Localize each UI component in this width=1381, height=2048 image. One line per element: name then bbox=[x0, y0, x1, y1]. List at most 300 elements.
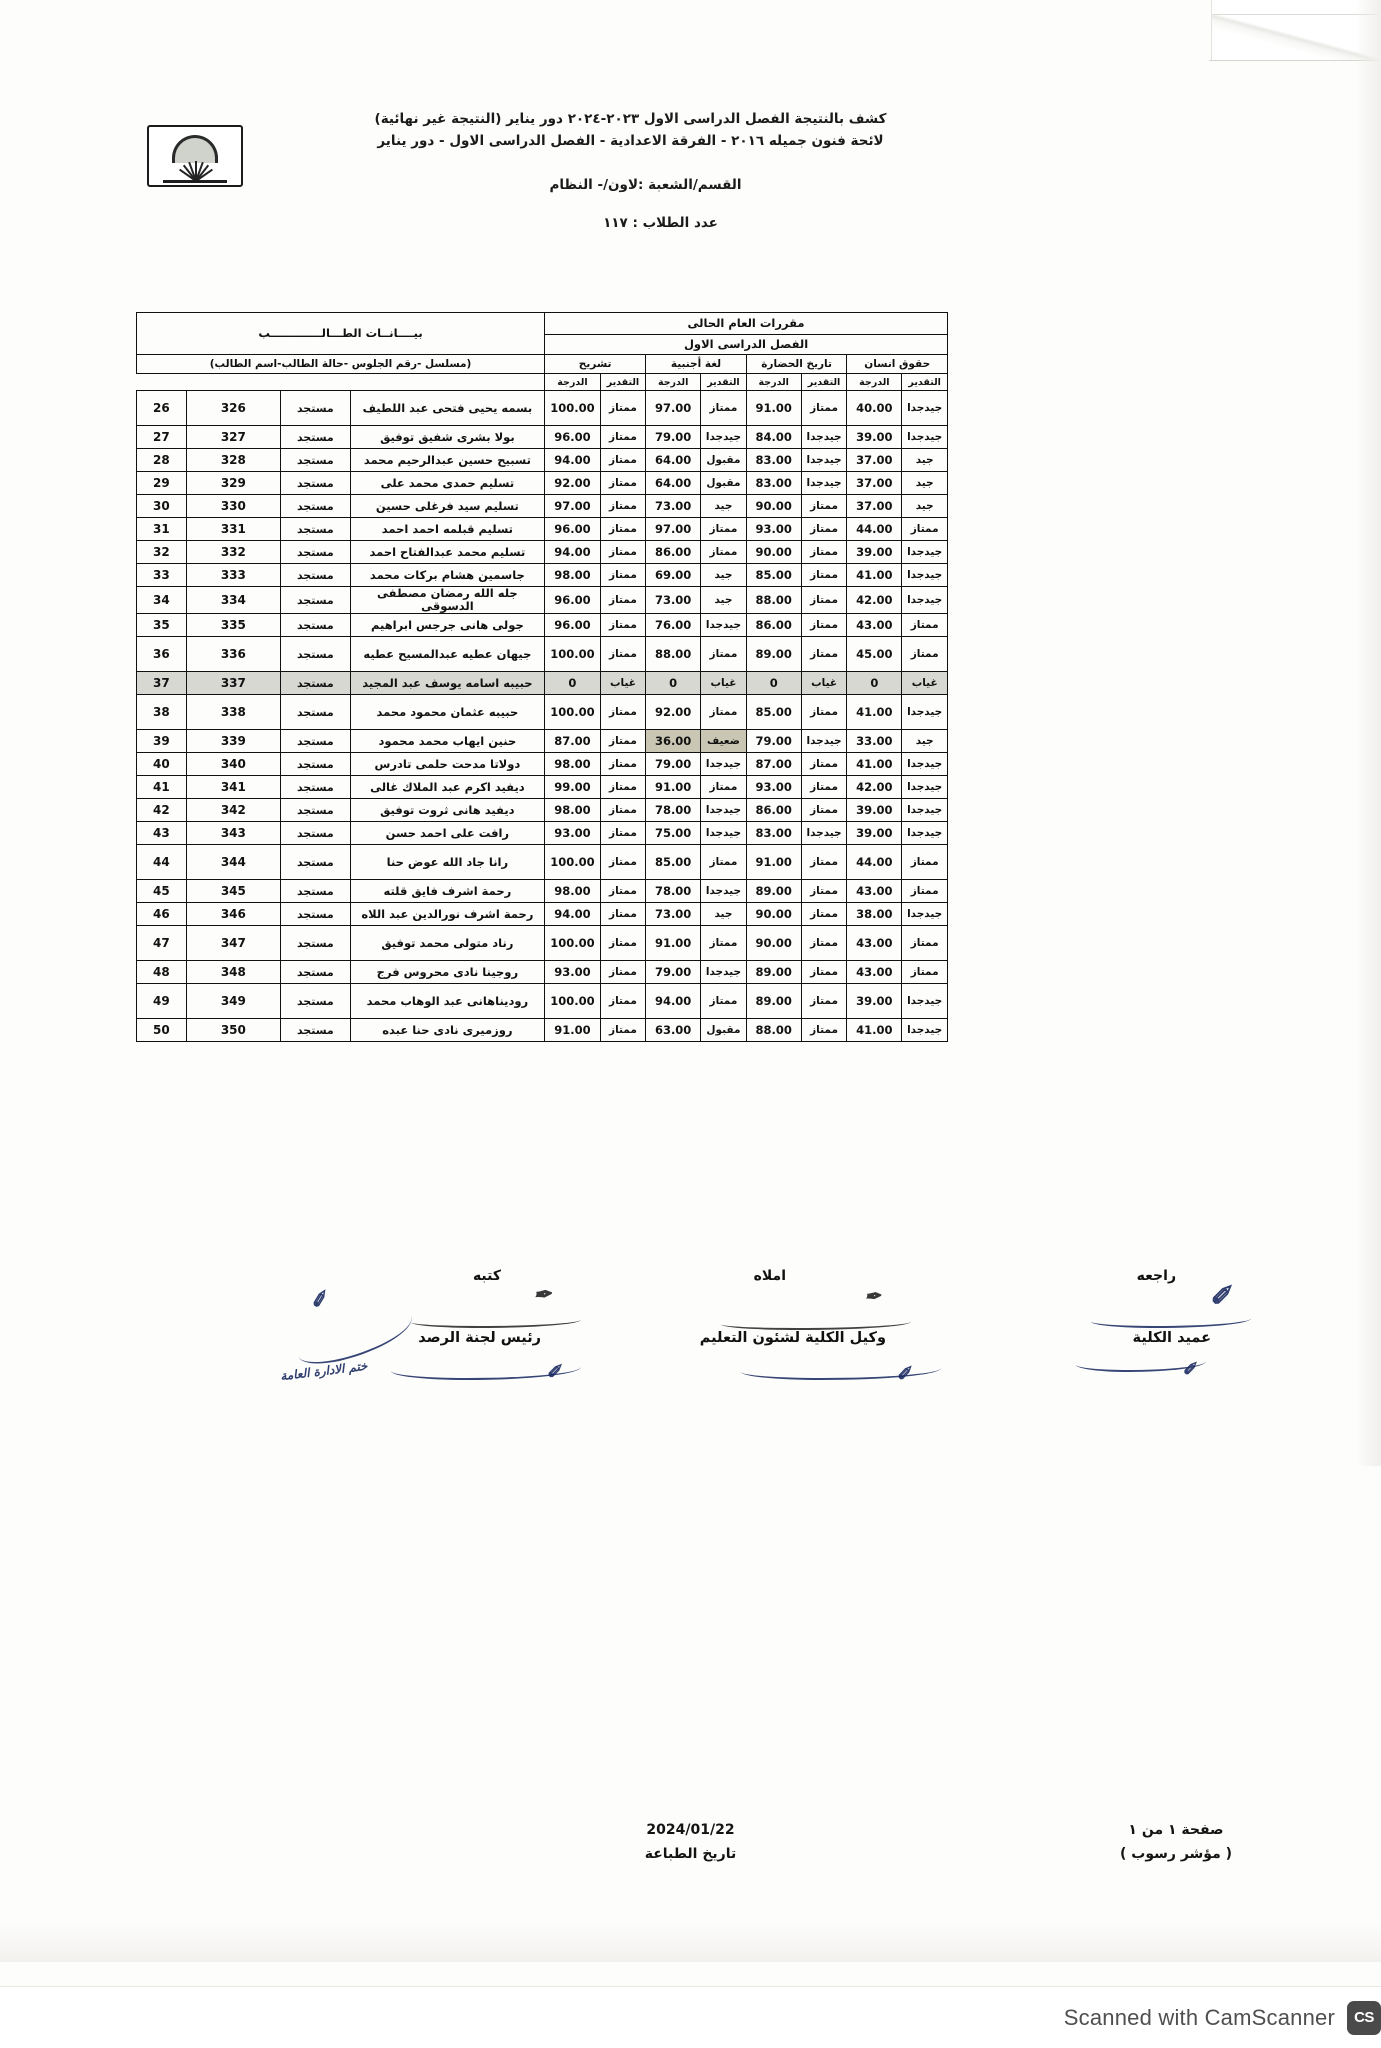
page-footer bbox=[0, 1818, 1381, 1898]
cell-estimate-language: جيدجدا bbox=[701, 426, 747, 449]
cell-student-name: تسليم سيد فرغلى حسين bbox=[350, 495, 544, 518]
cell-student-status: مستجد bbox=[281, 614, 351, 637]
cell-degree-anatomy: 91.00 bbox=[545, 1019, 601, 1042]
cell-degree-language: 97.00 bbox=[646, 391, 701, 426]
cell-student-name: تسليم قبلمه احمد احمد bbox=[350, 518, 544, 541]
cell-estimate-language: ممتاز bbox=[701, 926, 747, 961]
cell-degree-anatomy: 98.00 bbox=[545, 753, 601, 776]
signature-area bbox=[0, 1268, 1381, 1418]
cell-student-status: مستجد bbox=[281, 903, 351, 926]
cell-seat-number: 344 bbox=[186, 845, 280, 880]
fail-indicator-note: ( مؤشر رسوب ) bbox=[1120, 1846, 1233, 1862]
cell-seat-number: 332 bbox=[186, 541, 280, 564]
cell-estimate-human-rights: جيدجدا bbox=[902, 564, 948, 587]
cell-estimate-anatomy: ممتاز bbox=[600, 1019, 645, 1042]
cell-estimate-language: ممتاز bbox=[701, 391, 747, 426]
table-row[interactable] bbox=[137, 776, 948, 799]
cell-degree-anatomy: 96.00 bbox=[545, 614, 601, 637]
results-table bbox=[136, 312, 948, 1042]
table-row[interactable] bbox=[137, 587, 948, 614]
cell-degree-history: 83.00 bbox=[746, 822, 801, 845]
table-subheader-row bbox=[137, 374, 948, 391]
cell-degree-anatomy: 100.00 bbox=[545, 637, 601, 672]
table-row[interactable] bbox=[137, 541, 948, 564]
cell-degree-anatomy: 98.00 bbox=[545, 564, 601, 587]
cell-estimate-anatomy: ممتاز bbox=[600, 449, 645, 472]
cell-degree-human-rights: 41.00 bbox=[847, 564, 902, 587]
cell-student-status: مستجد bbox=[281, 518, 351, 541]
cell-degree-history: 85.00 bbox=[746, 695, 801, 730]
table-row[interactable] bbox=[137, 984, 948, 1019]
report-title-line-2: لائحة فنون جميله ٢٠١٦ - الفرقة الاعدادية - الفصل الدراسى الاول - دور يناير bbox=[377, 133, 884, 149]
cell-student-name: رحمة اشرف نورالدين عبد اللاه bbox=[350, 903, 544, 926]
cell-estimate-language: ممتاز bbox=[701, 984, 747, 1019]
cell-degree-history: 90.00 bbox=[746, 903, 801, 926]
cell-degree-history: 87.00 bbox=[746, 753, 801, 776]
cell-student-name: روديناهانى عبد الوهاب محمد bbox=[350, 984, 544, 1019]
table-row[interactable] bbox=[137, 495, 948, 518]
table-row[interactable] bbox=[137, 391, 948, 426]
cell-estimate-history: ممتاز bbox=[801, 541, 847, 564]
cell-serial-number: 45 bbox=[137, 880, 187, 903]
cell-seat-number: 347 bbox=[186, 926, 280, 961]
cell-degree-history: 0 bbox=[746, 672, 801, 695]
table-row[interactable] bbox=[137, 695, 948, 730]
cell-estimate-anatomy: ممتاز bbox=[600, 426, 645, 449]
signature-stroke-reviewer bbox=[1091, 1312, 1251, 1328]
cell-degree-human-rights: 39.00 bbox=[847, 799, 902, 822]
cell-degree-language: 76.00 bbox=[646, 614, 701, 637]
cell-serial-number: 42 bbox=[137, 799, 187, 822]
dean-role-label: عميد الكلية bbox=[1132, 1330, 1211, 1346]
cell-estimate-history: ممتاز bbox=[801, 776, 847, 799]
cell-seat-number: 345 bbox=[186, 880, 280, 903]
table-row[interactable] bbox=[137, 614, 948, 637]
cell-student-status: مستجد bbox=[281, 495, 351, 518]
cell-student-status: مستجد bbox=[281, 753, 351, 776]
cell-estimate-anatomy: ممتاز bbox=[600, 614, 645, 637]
signature-stroke-writer bbox=[411, 1314, 581, 1328]
results-table-head bbox=[137, 313, 948, 391]
table-row[interactable] bbox=[137, 845, 948, 880]
table-row[interactable] bbox=[137, 903, 948, 926]
cell-estimate-human-rights: ممتاز bbox=[902, 845, 948, 880]
cell-degree-anatomy: 98.00 bbox=[545, 880, 601, 903]
cell-estimate-history: ممتاز bbox=[801, 695, 847, 730]
cell-estimate-anatomy: ممتاز bbox=[600, 880, 645, 903]
subheader-name-spacer bbox=[350, 374, 544, 391]
cell-estimate-human-rights: ممتاز bbox=[902, 637, 948, 672]
cell-degree-human-rights: 45.00 bbox=[847, 637, 902, 672]
cell-estimate-human-rights: جيدجدا bbox=[902, 753, 948, 776]
cell-estimate-anatomy: ممتاز bbox=[600, 776, 645, 799]
cell-degree-anatomy: 0 bbox=[545, 672, 601, 695]
cell-degree-language: 97.00 bbox=[646, 518, 701, 541]
signature-ink-dean: ✐ bbox=[1180, 1359, 1198, 1381]
cell-degree-history: 83.00 bbox=[746, 472, 801, 495]
cell-degree-human-rights: 37.00 bbox=[847, 449, 902, 472]
cell-estimate-human-rights: جيدجدا bbox=[902, 695, 948, 730]
cell-estimate-language: جيدجدا bbox=[701, 799, 747, 822]
cell-student-name: روزميرى نادى حنا عبده bbox=[350, 1019, 544, 1042]
cell-degree-history: 89.00 bbox=[746, 961, 801, 984]
subheader-degree-human-rights: الدرجة bbox=[847, 374, 902, 391]
cell-seat-number: 342 bbox=[186, 799, 280, 822]
cell-estimate-anatomy: ممتاز bbox=[600, 637, 645, 672]
cell-degree-history: 88.00 bbox=[746, 587, 801, 614]
cell-estimate-anatomy: ممتاز bbox=[600, 903, 645, 926]
vice-dean-role-label: وكيل الكلية لشئون التعليم bbox=[699, 1330, 886, 1346]
cell-estimate-history: ممتاز bbox=[801, 926, 847, 961]
cell-student-name: جاسمين هشام بركات محمد bbox=[350, 564, 544, 587]
cell-serial-number: 34 bbox=[137, 587, 187, 614]
signature-ink-dictator: ✒ bbox=[863, 1283, 882, 1309]
cell-estimate-anatomy: ممتاز bbox=[600, 472, 645, 495]
cell-degree-history: 86.00 bbox=[746, 799, 801, 822]
cell-degree-human-rights: 41.00 bbox=[847, 753, 902, 776]
signature-ink-committee: ✐ bbox=[544, 1361, 563, 1384]
cell-degree-anatomy: 98.00 bbox=[545, 799, 601, 822]
subheader-seat-spacer bbox=[186, 374, 280, 391]
table-row[interactable] bbox=[137, 426, 948, 449]
cell-student-status: مستجد bbox=[281, 961, 351, 984]
subject-header-human-rights: حقوق انسان bbox=[847, 355, 948, 374]
cell-serial-number: 48 bbox=[137, 961, 187, 984]
cell-estimate-history: ممتاز bbox=[801, 1019, 847, 1042]
cell-estimate-anatomy: ممتاز bbox=[600, 564, 645, 587]
cell-student-name: ديفيد هانى ثروت توفيق bbox=[350, 799, 544, 822]
cell-estimate-history: ممتاز bbox=[801, 961, 847, 984]
cell-degree-anatomy: 94.00 bbox=[545, 541, 601, 564]
cell-degree-language: 64.00 bbox=[646, 472, 701, 495]
cell-estimate-language: غياب bbox=[701, 672, 747, 695]
cell-degree-history: 89.00 bbox=[746, 637, 801, 672]
reviewed-by-label: راجعه bbox=[1136, 1268, 1176, 1284]
camscanner-watermark-bar bbox=[0, 1986, 1381, 2048]
official-stamp-caption: ختم الادارة العامة bbox=[279, 1358, 369, 1384]
cell-degree-language: 91.00 bbox=[646, 776, 701, 799]
cell-student-name: تسبيح حسين عبدالرحيم محمد bbox=[350, 449, 544, 472]
cell-estimate-language: مقبول bbox=[701, 449, 747, 472]
subject-header-history: تاريخ الحضارة bbox=[746, 355, 847, 374]
cell-estimate-language: مقبول bbox=[701, 472, 747, 495]
cell-serial-number: 31 bbox=[137, 518, 187, 541]
print-date-value: 2024/01/22 bbox=[646, 1822, 735, 1838]
cell-degree-language: 88.00 bbox=[646, 637, 701, 672]
cell-seat-number: 338 bbox=[186, 695, 280, 730]
cell-estimate-human-rights: ممتاز bbox=[902, 926, 948, 961]
table-row[interactable] bbox=[137, 1019, 948, 1042]
cell-degree-language: 78.00 bbox=[646, 880, 701, 903]
cell-estimate-human-rights: جيدجدا bbox=[902, 822, 948, 845]
cell-student-name: رحمة اشرف فايق قلته bbox=[350, 880, 544, 903]
table-row[interactable] bbox=[137, 880, 948, 903]
cell-estimate-anatomy: ممتاز bbox=[600, 926, 645, 961]
cell-degree-human-rights: 0 bbox=[847, 672, 902, 695]
cell-estimate-history: ممتاز bbox=[801, 587, 847, 614]
cell-estimate-human-rights: جيدجدا bbox=[902, 587, 948, 614]
cell-seat-number: 326 bbox=[186, 391, 280, 426]
section-line: القسم/الشعبة :لاون/- النظام bbox=[549, 177, 742, 193]
cell-seat-number: 337 bbox=[186, 672, 280, 695]
cell-student-status: مستجد bbox=[281, 541, 351, 564]
cell-estimate-anatomy: ممتاز bbox=[600, 845, 645, 880]
table-row[interactable] bbox=[137, 518, 948, 541]
cell-degree-anatomy: 100.00 bbox=[545, 926, 601, 961]
cell-degree-human-rights: 33.00 bbox=[847, 730, 902, 753]
cell-degree-history: 91.00 bbox=[746, 845, 801, 880]
cell-seat-number: 330 bbox=[186, 495, 280, 518]
cell-estimate-history: ممتاز bbox=[801, 799, 847, 822]
left-group-title: مقررات العام الحالى bbox=[545, 313, 948, 335]
cell-estimate-anatomy: ممتاز bbox=[600, 541, 645, 564]
cell-student-status: مستجد bbox=[281, 637, 351, 672]
table-row[interactable] bbox=[137, 730, 948, 753]
cell-degree-human-rights: 43.00 bbox=[847, 926, 902, 961]
table-row[interactable] bbox=[137, 822, 948, 845]
cell-degree-human-rights: 37.00 bbox=[847, 472, 902, 495]
cell-student-status: مستجد bbox=[281, 391, 351, 426]
cell-degree-human-rights: 43.00 bbox=[847, 880, 902, 903]
cell-serial-number: 26 bbox=[137, 391, 187, 426]
table-row[interactable] bbox=[137, 672, 948, 695]
cell-serial-number: 41 bbox=[137, 776, 187, 799]
cell-degree-language: 79.00 bbox=[646, 961, 701, 984]
cell-estimate-language: ممتاز bbox=[701, 518, 747, 541]
cell-student-status: مستجد bbox=[281, 672, 351, 695]
cell-student-name: رافت على احمد حسن bbox=[350, 822, 544, 845]
cell-degree-anatomy: 96.00 bbox=[545, 587, 601, 614]
cell-degree-history: 86.00 bbox=[746, 614, 801, 637]
cell-degree-human-rights: 39.00 bbox=[847, 541, 902, 564]
cell-estimate-history: ممتاز bbox=[801, 753, 847, 776]
cell-degree-language: 85.00 bbox=[646, 845, 701, 880]
cell-estimate-history: ممتاز bbox=[801, 903, 847, 926]
cell-degree-human-rights: 41.00 bbox=[847, 1019, 902, 1042]
cell-estimate-human-rights: جيدجدا bbox=[902, 799, 948, 822]
signature-ink-reviewer: ✐ bbox=[1207, 1280, 1233, 1314]
cell-estimate-language: جيدجدا bbox=[701, 753, 747, 776]
cell-estimate-human-rights: جيد bbox=[902, 495, 948, 518]
cell-seat-number: 327 bbox=[186, 426, 280, 449]
cell-degree-anatomy: 87.00 bbox=[545, 730, 601, 753]
cell-estimate-language: جيد bbox=[701, 495, 747, 518]
cell-student-name: روجينا نادى محروس فرج bbox=[350, 961, 544, 984]
cell-degree-history: 90.00 bbox=[746, 541, 801, 564]
cell-degree-history: 83.00 bbox=[746, 449, 801, 472]
table-row[interactable] bbox=[137, 961, 948, 984]
cell-seat-number: 339 bbox=[186, 730, 280, 753]
cell-estimate-history: ممتاز bbox=[801, 984, 847, 1019]
cell-seat-number: 331 bbox=[186, 518, 280, 541]
cell-estimate-anatomy: ممتاز bbox=[600, 730, 645, 753]
cell-degree-human-rights: 40.00 bbox=[847, 391, 902, 426]
cell-degree-language: 94.00 bbox=[646, 984, 701, 1019]
cell-serial-number: 27 bbox=[137, 426, 187, 449]
cell-estimate-anatomy: غياب bbox=[600, 672, 645, 695]
cell-student-name: ديفيد اكرم عبد الملاك غالى bbox=[350, 776, 544, 799]
cell-degree-human-rights: 42.00 bbox=[847, 587, 902, 614]
camscanner-watermark-text: Scanned with CamScanner bbox=[1063, 2004, 1335, 2030]
cell-seat-number: 333 bbox=[186, 564, 280, 587]
cell-degree-language: 64.00 bbox=[646, 449, 701, 472]
cell-serial-number: 32 bbox=[137, 541, 187, 564]
cell-estimate-history: جيدجدا bbox=[801, 449, 847, 472]
cell-serial-number: 47 bbox=[137, 926, 187, 961]
subheader-estimate-anatomy: التقدير bbox=[600, 374, 645, 391]
cell-degree-language: 63.00 bbox=[646, 1019, 701, 1042]
cell-serial-number: 29 bbox=[137, 472, 187, 495]
cell-degree-anatomy: 96.00 bbox=[545, 518, 601, 541]
cell-estimate-human-rights: ممتاز bbox=[902, 614, 948, 637]
cell-estimate-history: ممتاز bbox=[801, 845, 847, 880]
document-header bbox=[0, 108, 1381, 234]
cell-serial-number: 28 bbox=[137, 449, 187, 472]
scan-edge-shadow-bottom bbox=[0, 1922, 1381, 1962]
cell-serial-number: 46 bbox=[137, 903, 187, 926]
cell-degree-human-rights: 42.00 bbox=[847, 776, 902, 799]
cell-degree-anatomy: 99.00 bbox=[545, 776, 601, 799]
cell-student-status: مستجد bbox=[281, 799, 351, 822]
cell-student-status: مستجد bbox=[281, 776, 351, 799]
table-row[interactable] bbox=[137, 449, 948, 472]
cell-serial-number: 44 bbox=[137, 845, 187, 880]
cell-degree-language: 92.00 bbox=[646, 695, 701, 730]
table-row[interactable] bbox=[137, 472, 948, 495]
cell-estimate-anatomy: ممتاز bbox=[600, 695, 645, 730]
page-label: صفحة ١ من ١ bbox=[1128, 1822, 1224, 1838]
cell-degree-language: 73.00 bbox=[646, 903, 701, 926]
table-row[interactable] bbox=[137, 799, 948, 822]
cell-seat-number: 329 bbox=[186, 472, 280, 495]
cell-degree-language: 91.00 bbox=[646, 926, 701, 961]
cell-student-name: دولاتا مدحت حلمى تادرس bbox=[350, 753, 544, 776]
cell-degree-history: 90.00 bbox=[746, 926, 801, 961]
students-count-line: عدد الطلاب : ١١٧ bbox=[603, 215, 718, 231]
cell-estimate-history: جيدجدا bbox=[801, 426, 847, 449]
cell-degree-anatomy: 100.00 bbox=[545, 845, 601, 880]
cell-degree-anatomy: 93.00 bbox=[545, 961, 601, 984]
table-row[interactable] bbox=[137, 926, 948, 961]
table-row[interactable] bbox=[137, 753, 948, 776]
cell-seat-number: 348 bbox=[186, 961, 280, 984]
table-row[interactable] bbox=[137, 564, 948, 587]
cell-serial-number: 39 bbox=[137, 730, 187, 753]
cell-serial-number: 38 bbox=[137, 695, 187, 730]
cell-degree-history: 85.00 bbox=[746, 564, 801, 587]
cell-estimate-human-rights: غياب bbox=[902, 672, 948, 695]
cell-student-name: جيهان عطيه عبدالمسيح عطيه bbox=[350, 637, 544, 672]
subheader-estimate-language: التقدير bbox=[701, 374, 747, 391]
cell-degree-history: 79.00 bbox=[746, 730, 801, 753]
cell-degree-human-rights: 38.00 bbox=[847, 903, 902, 926]
cell-seat-number: 328 bbox=[186, 449, 280, 472]
signature-ink-writer: ✒ bbox=[531, 1281, 553, 1309]
cell-seat-number: 340 bbox=[186, 753, 280, 776]
cell-student-name: حنين ايهاب محمد محمود bbox=[350, 730, 544, 753]
cell-student-name: تسليم محمد عبدالفتاح احمد bbox=[350, 541, 544, 564]
official-stamp-ink: ✐ bbox=[306, 1285, 331, 1315]
cell-student-status: مستجد bbox=[281, 426, 351, 449]
cell-estimate-human-rights: جيد bbox=[902, 472, 948, 495]
print-date-block bbox=[645, 1818, 737, 1866]
page-number-block bbox=[1120, 1818, 1232, 1866]
table-row[interactable] bbox=[137, 637, 948, 672]
cell-estimate-human-rights: جيدجدا bbox=[902, 776, 948, 799]
cell-student-status: مستجد bbox=[281, 695, 351, 730]
cell-degree-human-rights: 37.00 bbox=[847, 495, 902, 518]
cell-student-status: مستجد bbox=[281, 587, 351, 614]
cell-estimate-language: جيد bbox=[701, 903, 747, 926]
cell-estimate-human-rights: جيدجدا bbox=[902, 391, 948, 426]
subheader-serial-spacer bbox=[137, 374, 187, 391]
cell-estimate-language: ممتاز bbox=[701, 845, 747, 880]
cell-student-status: مستجد bbox=[281, 984, 351, 1019]
cell-degree-language: 0 bbox=[646, 672, 701, 695]
cell-degree-history: 88.00 bbox=[746, 1019, 801, 1042]
cell-degree-human-rights: 44.00 bbox=[847, 518, 902, 541]
cell-student-status: مستجد bbox=[281, 822, 351, 845]
results-table-body bbox=[137, 391, 948, 1042]
cell-degree-anatomy: 94.00 bbox=[545, 449, 601, 472]
cell-estimate-human-rights: جيدجدا bbox=[902, 426, 948, 449]
cell-estimate-language: ممتاز bbox=[701, 541, 747, 564]
cell-degree-language: 79.00 bbox=[646, 753, 701, 776]
cell-student-name: حبيبه اسامه يوسف عبد المجيد bbox=[350, 672, 544, 695]
cell-estimate-language: ممتاز bbox=[701, 776, 747, 799]
cell-estimate-history: ممتاز bbox=[801, 880, 847, 903]
subject-header-anatomy: تشريح bbox=[545, 355, 646, 374]
signature-ink-vice-dean: ✐ bbox=[894, 1363, 913, 1386]
cell-degree-history: 93.00 bbox=[746, 776, 801, 799]
dictated-by-label: املاه bbox=[753, 1268, 786, 1284]
cell-estimate-history: جيدجدا bbox=[801, 472, 847, 495]
cell-estimate-human-rights: جيدجدا bbox=[902, 1019, 948, 1042]
cell-degree-human-rights: 44.00 bbox=[847, 845, 902, 880]
cell-estimate-language: ممتاز bbox=[701, 695, 747, 730]
signature-stroke-dictator bbox=[721, 1316, 911, 1330]
cell-seat-number: 336 bbox=[186, 637, 280, 672]
cell-student-name: رانا جاد الله عوض حنا bbox=[350, 845, 544, 880]
cell-degree-anatomy: 100.00 bbox=[545, 695, 601, 730]
left-group-subtitle: الفصل الدراسى الاول bbox=[545, 335, 948, 355]
cell-estimate-human-rights: جيدجدا bbox=[902, 541, 948, 564]
cell-serial-number: 33 bbox=[137, 564, 187, 587]
cell-degree-history: 89.00 bbox=[746, 880, 801, 903]
cell-estimate-language: ضعيف bbox=[701, 730, 747, 753]
cell-degree-human-rights: 39.00 bbox=[847, 426, 902, 449]
cell-serial-number: 50 bbox=[137, 1019, 187, 1042]
cell-degree-language: 86.00 bbox=[646, 541, 701, 564]
cell-degree-language: 36.00 bbox=[646, 730, 701, 753]
cell-estimate-history: ممتاز bbox=[801, 518, 847, 541]
cell-estimate-human-rights: جيد bbox=[902, 449, 948, 472]
cell-serial-number: 30 bbox=[137, 495, 187, 518]
cell-degree-anatomy: 96.00 bbox=[545, 426, 601, 449]
cell-degree-human-rights: 43.00 bbox=[847, 961, 902, 984]
cell-student-name: بولا بشرى شفيق توفيق bbox=[350, 426, 544, 449]
cell-estimate-human-rights: جيد bbox=[902, 730, 948, 753]
cell-estimate-anatomy: ممتاز bbox=[600, 391, 645, 426]
cell-estimate-language: جيد bbox=[701, 564, 747, 587]
cell-estimate-history: ممتاز bbox=[801, 391, 847, 426]
cell-degree-human-rights: 41.00 bbox=[847, 695, 902, 730]
cell-serial-number: 37 bbox=[137, 672, 187, 695]
cell-estimate-language: جيدجدا bbox=[701, 961, 747, 984]
camscanner-logo-icon: CS bbox=[1347, 2001, 1381, 2035]
cell-degree-human-rights: 43.00 bbox=[847, 614, 902, 637]
cell-serial-number: 36 bbox=[137, 637, 187, 672]
